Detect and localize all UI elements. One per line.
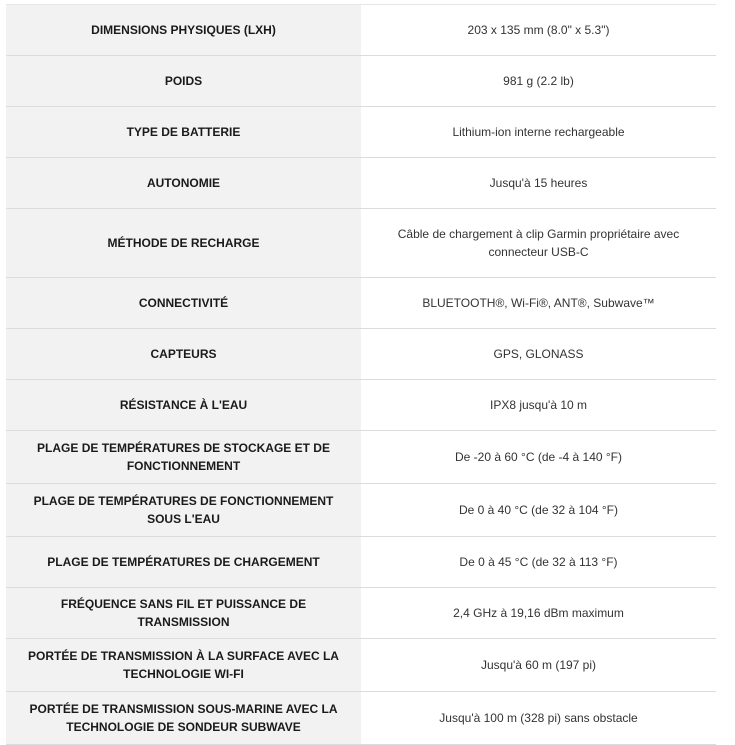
spec-label: CONNECTIVITÉ — [6, 278, 361, 329]
table-row — [6, 639, 716, 692]
spec-label: PORTÉE DE TRANSMISSION À LA SURFACE AVEC LA TECHNOLOGIE WI-FI — [6, 639, 361, 692]
spec-value: 981 g (2.2 lb) — [361, 56, 716, 107]
spec-label: CAPTEURS — [6, 329, 361, 380]
table-row — [6, 588, 716, 639]
spec-label: RÉSISTANCE À L'EAU — [6, 380, 361, 431]
spec-value: Câble de chargement à clip Garmin propriétaire avec connecteur USB-C — [361, 209, 716, 278]
table-row — [6, 484, 716, 537]
spec-label: AUTONOMIE — [6, 158, 361, 209]
spec-value: Jusqu'à 100 m (328 pi) sans obstacle — [361, 692, 716, 745]
spec-label: PLAGE DE TEMPÉRATURES DE STOCKAGE ET DE FONCTIONNEMENT — [6, 431, 361, 484]
table-row — [6, 56, 716, 107]
spec-label: POIDS — [6, 56, 361, 107]
spec-label: PLAGE DE TEMPÉRATURES DE CHARGEMENT — [6, 537, 361, 588]
table-row — [6, 692, 716, 745]
spec-value: De -20 à 60 °C (de -4 à 140 °F) — [361, 431, 716, 484]
spec-value: De 0 à 40 °C (de 32 à 104 °F) — [361, 484, 716, 537]
specifications-table — [6, 4, 716, 745]
table-row — [6, 431, 716, 484]
spec-value: De 0 à 45 °C (de 32 à 113 °F) — [361, 537, 716, 588]
spec-value: Lithium-ion interne rechargeable — [361, 107, 716, 158]
spec-value: Jusqu'à 15 heures — [361, 158, 716, 209]
spec-value: 203 x 135 mm (8.0" x 5.3") — [361, 5, 716, 56]
table-row — [6, 278, 716, 329]
spec-value: IPX8 jusqu'à 10 m — [361, 380, 716, 431]
table-row — [6, 329, 716, 380]
table-row — [6, 158, 716, 209]
spec-value: 2,4 GHz à 19,16 dBm maximum — [361, 588, 716, 639]
spec-value: Jusqu'à 60 m (197 pi) — [361, 639, 716, 692]
spec-label: FRÉQUENCE SANS FIL ET PUISSANCE DE TRANSMISSION — [6, 588, 361, 639]
table-row — [6, 107, 716, 158]
spec-label: MÉTHODE DE RECHARGE — [6, 209, 361, 278]
table-row — [6, 5, 716, 56]
spec-label: PLAGE DE TEMPÉRATURES DE FONCTIONNEMENT SOUS L'EAU — [6, 484, 361, 537]
spec-label: PORTÉE DE TRANSMISSION SOUS-MARINE AVEC LA TECHNOLOGIE DE SONDEUR SUBWAVE — [6, 692, 361, 745]
spec-value: GPS, GLONASS — [361, 329, 716, 380]
spec-label: TYPE DE BATTERIE — [6, 107, 361, 158]
spec-value: BLUETOOTH®, Wi-Fi®, ANT®, Subwave™ — [361, 278, 716, 329]
table-row — [6, 380, 716, 431]
table-row — [6, 537, 716, 588]
spec-label: DIMENSIONS PHYSIQUES (LXH) — [6, 5, 361, 56]
table-row — [6, 209, 716, 278]
